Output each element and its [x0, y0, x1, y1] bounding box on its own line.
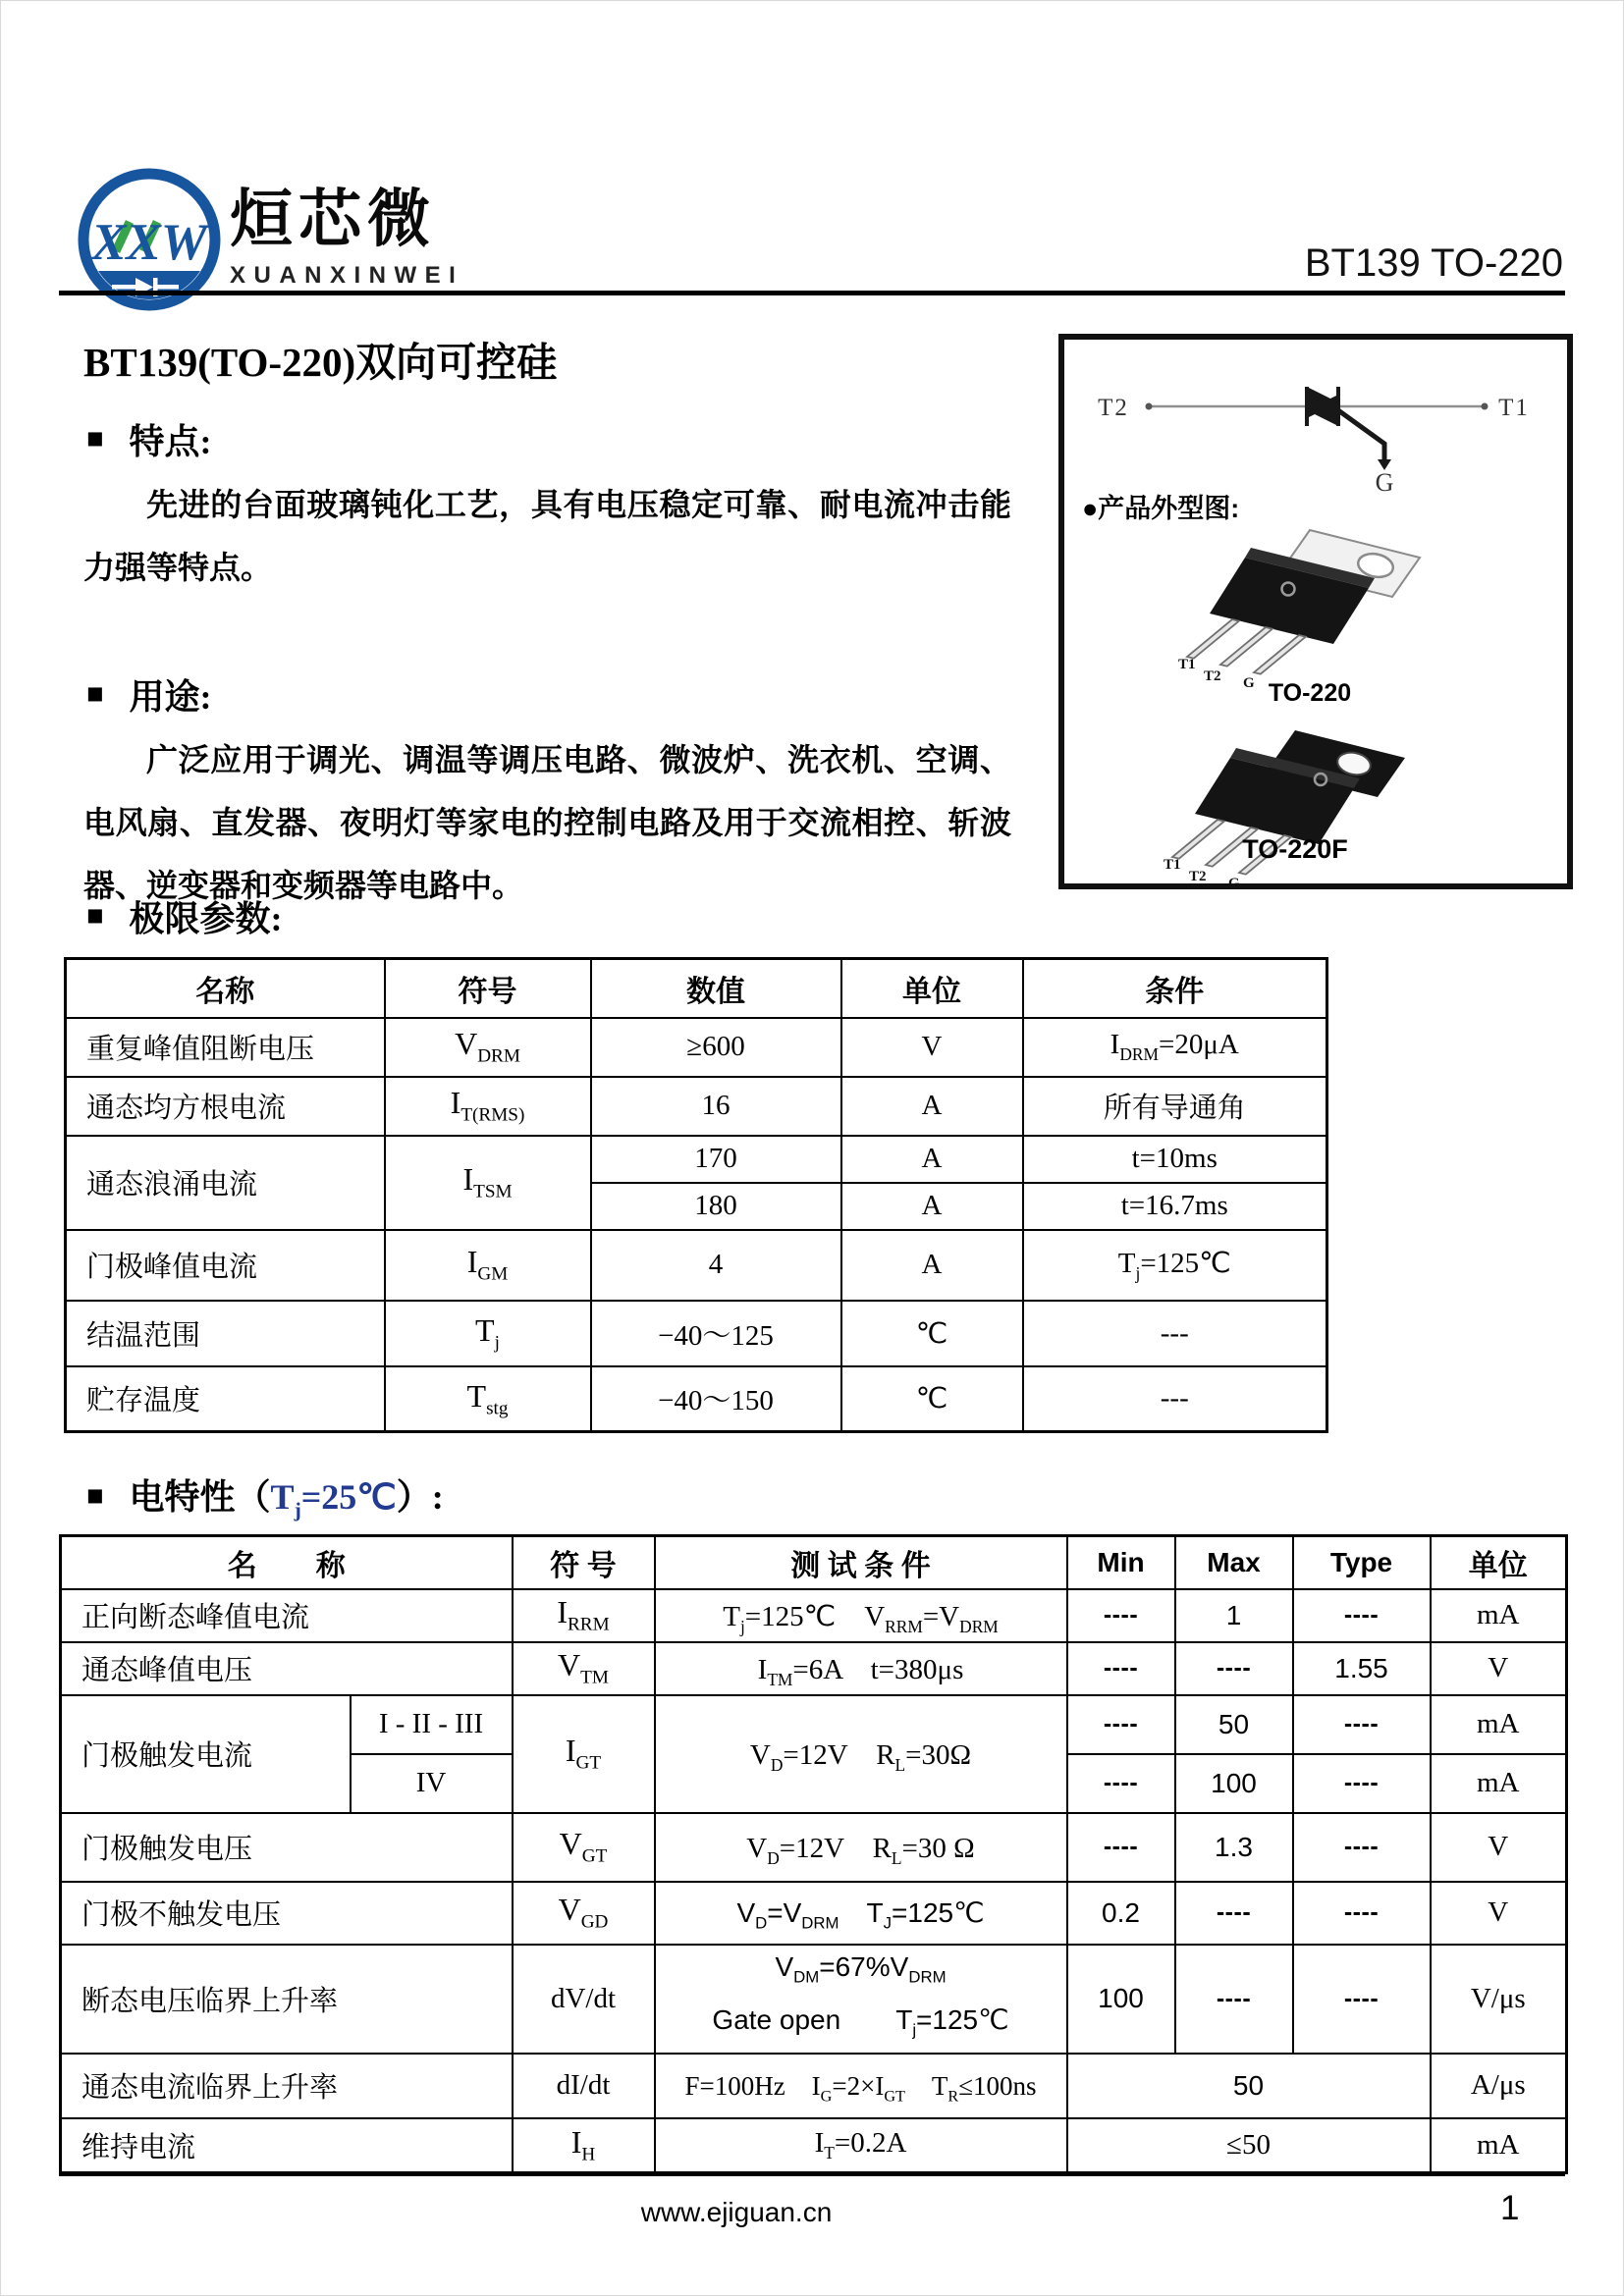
cell-test-condition: $I_{TM}=6A$ t=380μs [655, 1642, 1067, 1695]
table-row [66, 1366, 1327, 1432]
cell-unit: V [1431, 1642, 1567, 1695]
package-diagram-box [1058, 334, 1573, 889]
cell-merged-value: ≤50 [1067, 2118, 1431, 2173]
cell-type: ---- [1293, 1945, 1431, 2054]
section-bullet: ■ [86, 423, 104, 454]
cell-unit: ℃ [841, 1301, 1023, 1366]
pin-label-g: G [1243, 675, 1255, 691]
cell-unit: A/μs [1431, 2054, 1567, 2118]
table-row [66, 1136, 1327, 1183]
pin-label-t1: T1 [1178, 657, 1196, 672]
col-header-test-condition: 测 试 条 件 [655, 1536, 1067, 1589]
col-header-min: Min [1067, 1536, 1175, 1589]
cell-min: ---- [1067, 1813, 1175, 1882]
cell-max: ---- [1175, 1945, 1293, 2054]
cell-name: 结温范围 [66, 1301, 385, 1366]
applications-body: 广泛应用于调光、调温等调压电路、微波炉、洗衣机、空调、电风扇、直发器、夜明灯等家电的控制电路及用于交流相控、斩波器、逆变器和变频器等电路中。 [83, 742, 1011, 903]
cell-name: 通态峰值电压 [61, 1642, 513, 1695]
cell-value: 16 [591, 1077, 841, 1136]
cell-type: ---- [1293, 1695, 1431, 1754]
col-header-name: 名称 [66, 959, 385, 1018]
features-body: 先进的台面玻璃钝化工艺，具有电压稳定可靠、耐电流冲击能力强等特点。 [83, 487, 1011, 585]
col-header-unit: 单位 [841, 959, 1023, 1018]
cell-merged-value: 50 [1067, 2054, 1431, 2118]
cell-value: 170 [591, 1136, 841, 1183]
col-header-symbol: 符 号 [513, 1536, 655, 1589]
cell-condition: 所有导通角 [1023, 1077, 1327, 1136]
cell-condition: $T_j=125℃$ [1023, 1230, 1327, 1301]
condition-line-2: Gate open $T_j=125℃$ [712, 2004, 1009, 2040]
section-bullet: ■ [86, 678, 104, 710]
cell-name: 贮存温度 [66, 1366, 385, 1432]
cell-value: −40～125 [591, 1301, 841, 1366]
table-row [61, 2054, 1567, 2118]
brand-name-cn: 烜芯微 [230, 184, 436, 254]
cell-symbol: $T_{stg}$ [385, 1366, 591, 1432]
cell-value: −40～150 [591, 1366, 841, 1432]
cell-min: 100 [1067, 1945, 1175, 2054]
cell-name: 通态均方根电流 [66, 1077, 385, 1136]
col-header-value: 数值 [591, 959, 841, 1018]
package-to220-label: TO-220 [1268, 679, 1352, 707]
table-header-row [61, 1536, 1567, 1589]
cell-symbol: $I_{RRM}$ [513, 1589, 655, 1642]
limits-heading-label: 极限参数: [129, 899, 283, 938]
limits-table [64, 957, 1328, 1433]
cell-min: ---- [1067, 1695, 1175, 1754]
col-header-unit: 单位 [1431, 1536, 1567, 1589]
cell-min: ---- [1067, 1754, 1175, 1813]
cell-unit: mA [1431, 1695, 1567, 1754]
cell-condition: t=16.7ms [1023, 1183, 1327, 1230]
table-row [61, 1695, 1567, 1754]
cell-unit: ℃ [841, 1366, 1023, 1432]
cell-symbol: $V_{GD}$ [513, 1882, 655, 1945]
table-row [61, 1813, 1567, 1882]
section-bullet: ■ [86, 900, 104, 932]
table-row [61, 1642, 1567, 1695]
cell-symbol: $I_{T(RMS)}$ [385, 1077, 591, 1136]
table-row [61, 2118, 1567, 2173]
electrical-table [59, 1534, 1568, 2174]
cell-min: 0.2 [1067, 1882, 1175, 1945]
terminal-t2-label: T2 [1098, 395, 1129, 421]
footer-url: www.ejiguan.cn [640, 2197, 833, 2227]
cell-unit: A [841, 1230, 1023, 1301]
cell-min: ---- [1067, 1642, 1175, 1695]
limits-heading [86, 891, 283, 941]
cell-name: 通态电流临界上升率 [61, 2054, 513, 2118]
applications-heading [86, 669, 212, 720]
cell-type: ---- [1293, 1754, 1431, 1813]
logo-letters: XXW [91, 214, 207, 271]
cell-name: 断态电压临界上升率 [61, 1945, 513, 2054]
package-to220-image [1172, 524, 1467, 691]
cell-name: 门极峰值电流 [66, 1230, 385, 1301]
cell-unit: V [1431, 1813, 1567, 1882]
table-row [66, 1018, 1327, 1077]
outline-label: ●产品外型图: [1082, 494, 1240, 523]
col-header-condition: 条件 [1023, 959, 1327, 1018]
table-row [66, 1301, 1327, 1366]
cell-test-condition: $V_D=V_{DRM}$ $T_J=125℃$ [655, 1882, 1067, 1945]
footer-rule [59, 2171, 1565, 2176]
cell-quadrants: IV [351, 1754, 513, 1813]
cell-symbol: dI/dt [513, 2054, 655, 2118]
col-header-type: Type [1293, 1536, 1431, 1589]
cell-symbol: $I_{GM}$ [385, 1230, 591, 1301]
cell-test-condition [655, 1945, 1067, 2054]
cell-condition: t=10ms [1023, 1136, 1327, 1183]
cell-symbol: $I_{TSM}$ [385, 1136, 591, 1230]
cell-max: ---- [1175, 1882, 1293, 1945]
cell-unit: V [1431, 1882, 1567, 1945]
header-rule [59, 291, 1565, 295]
cell-test-condition: $T_j=125℃$ $V_{RRM}=V_{DRM}$ [655, 1589, 1067, 1642]
brand-block [230, 179, 463, 290]
gate-lead [1338, 410, 1384, 459]
table-row [66, 1230, 1327, 1301]
pin-label-t2: T2 [1204, 668, 1221, 684]
table-row [61, 1589, 1567, 1642]
cell-condition: --- [1023, 1366, 1327, 1432]
cell-type: ---- [1293, 1589, 1431, 1642]
cell-unit: mA [1431, 1589, 1567, 1642]
cell-max: 100 [1175, 1754, 1293, 1813]
cell-type: ---- [1293, 1813, 1431, 1882]
features-heading [86, 414, 212, 464]
col-header-max: Max [1175, 1536, 1293, 1589]
package-to220f-label: TO-220F [1242, 834, 1348, 864]
cell-max: 1.3 [1175, 1813, 1293, 1882]
cell-value: 4 [591, 1230, 841, 1301]
cell-name: 门极不触发电压 [61, 1882, 513, 1945]
electrical-heading [86, 1469, 444, 1522]
cell-value: 180 [591, 1183, 841, 1230]
cell-min: ---- [1067, 1589, 1175, 1642]
doc-title: BT139 TO-220 [1304, 241, 1563, 285]
terminal-t1-label: T1 [1498, 395, 1530, 421]
col-header-name: 名 称 [61, 1536, 513, 1589]
pin-label-g: G [1228, 876, 1240, 891]
cell-unit: mA [1431, 2118, 1567, 2173]
pin-label-t2: T2 [1189, 869, 1207, 884]
cell-name: 通态浪涌电流 [66, 1136, 385, 1230]
cell-symbol: $V_{TM}$ [513, 1642, 655, 1695]
cell-symbol: $I_{GT}$ [513, 1695, 655, 1813]
cell-unit: A [841, 1183, 1023, 1230]
cell-max: ---- [1175, 1642, 1293, 1695]
cell-symbol: $V_{GT}$ [513, 1813, 655, 1882]
col-header-symbol: 符号 [385, 959, 591, 1018]
cell-condition: --- [1023, 1301, 1327, 1366]
pin-label-t1: T1 [1164, 857, 1181, 873]
page-title: BT139(TO-220)双向可控硅 [83, 340, 558, 385]
cell-name: 正向断态峰值电流 [61, 1589, 513, 1642]
cell-max: 50 [1175, 1695, 1293, 1754]
cell-unit: V [841, 1018, 1023, 1077]
terminal-g-label: G [1375, 468, 1394, 493]
triac-symbol-icon [1307, 387, 1338, 426]
cell-type: ---- [1293, 1882, 1431, 1945]
cell-test-condition: $I_T=0.2A$ [655, 2118, 1067, 2173]
table-row [61, 1945, 1567, 2054]
cell-unit: A [841, 1077, 1023, 1136]
cell-name: 门极触发电流 [61, 1695, 351, 1813]
table-row [61, 1882, 1567, 1945]
cell-value: ≥600 [591, 1018, 841, 1077]
table-row [66, 1077, 1327, 1136]
package-to220f-image [1158, 724, 1452, 893]
cell-unit: mA [1431, 1754, 1567, 1813]
cell-max: 1 [1175, 1589, 1293, 1642]
applications-heading-label: 用途: [129, 677, 212, 717]
electrical-heading-label: 电特性$(T_j=25℃)$: [129, 1477, 444, 1522]
cell-test-condition: $V_D=12V$ $R_L=30$ Ω [655, 1813, 1067, 1882]
brand-logo [69, 161, 230, 322]
cell-test-condition: F=100Hz $I_G=2\times I_{GT}$ $T_R\le 100ns$ [655, 2054, 1067, 2118]
cell-quadrants: I - II - III [351, 1695, 513, 1754]
cell-name: 重复峰值阻断电压 [66, 1018, 385, 1077]
brand-name-en: XUANXINWEI [230, 262, 464, 290]
cell-unit: V/μs [1431, 1945, 1567, 2054]
cell-symbol: $T_j$ [385, 1301, 591, 1366]
features-heading-label: 特点: [129, 422, 212, 461]
cell-name: 维持电流 [61, 2118, 513, 2173]
condition-line-1: $V_{DM}=67\%V_{DRM}$ [775, 1950, 947, 1987]
cell-symbol: $I_H$ [513, 2118, 655, 2173]
cell-symbol: dV/dt [513, 1945, 655, 2054]
table-header-row [66, 959, 1327, 1018]
cell-symbol: $V_{DRM}$ [385, 1018, 591, 1077]
cell-type: 1.55 [1293, 1642, 1431, 1695]
page-number: 1 [1500, 2189, 1520, 2227]
section-bullet: ■ [86, 1479, 104, 1512]
cell-unit: A [841, 1136, 1023, 1183]
cell-test-condition: $V_D=12V$ $R_L=30\Omega$ [655, 1695, 1067, 1813]
cell-condition: $I_{DRM}=20\mu A$ [1023, 1018, 1327, 1077]
triac-schematic [1064, 346, 1555, 493]
cell-name: 门极触发电压 [61, 1813, 513, 1882]
